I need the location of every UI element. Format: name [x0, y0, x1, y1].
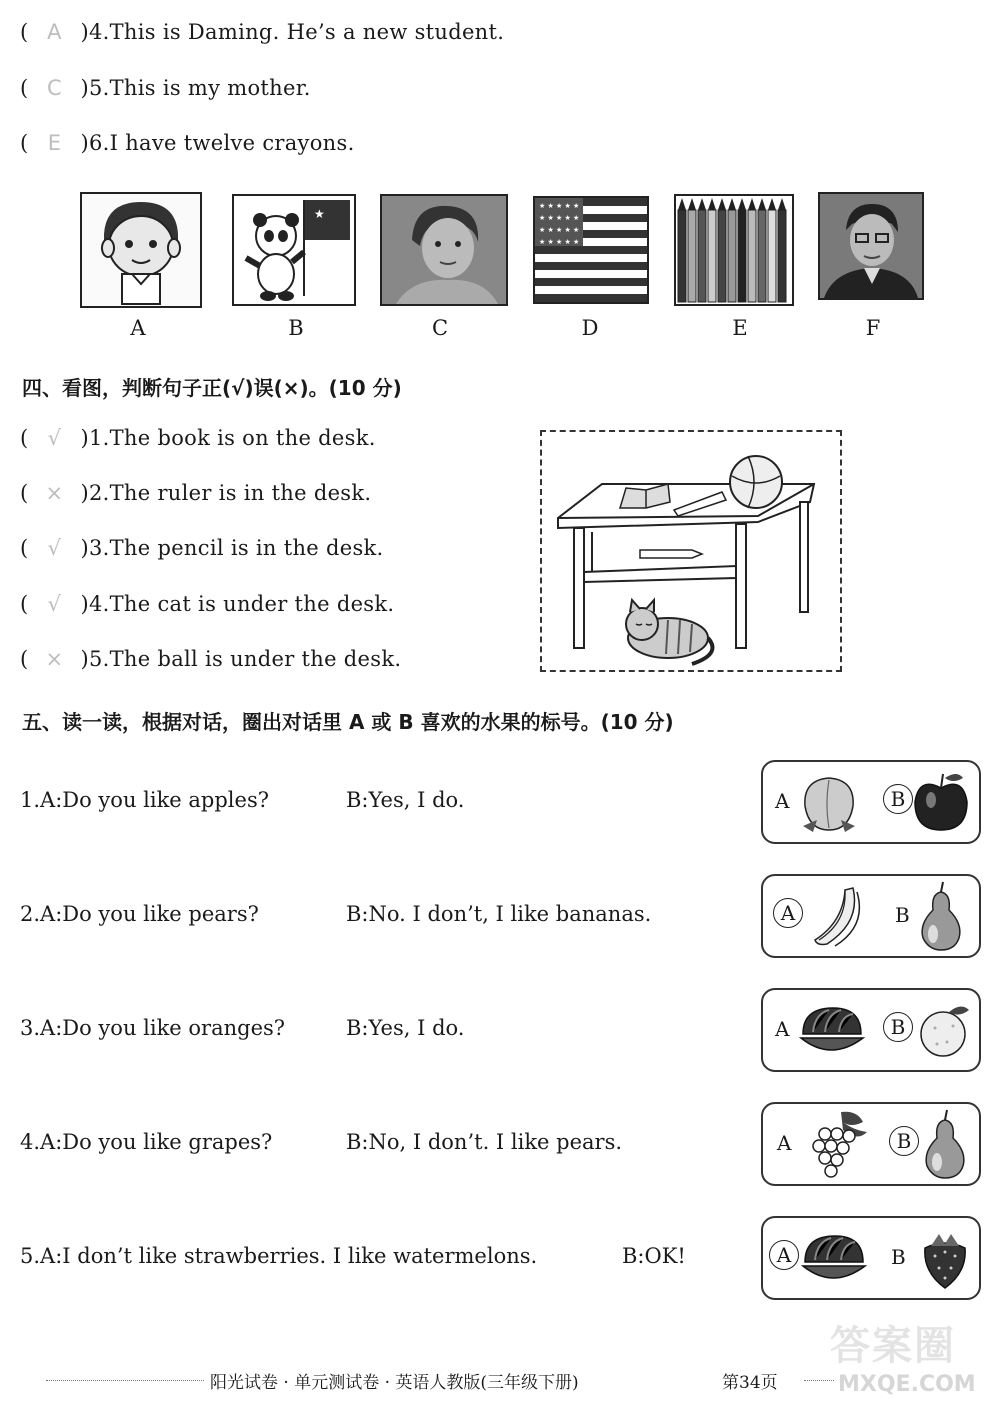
watermark-logo: 答案圈 — [830, 1323, 956, 1369]
orange-icon — [915, 998, 973, 1062]
matching-text: )6.I have twelve crayons. — [80, 131, 355, 155]
footer-page-number: 第34页 — [722, 1373, 778, 1393]
judge-item-5: ( × )5.The ball is under the desk. — [20, 647, 402, 671]
picture-label-a: A — [130, 316, 146, 340]
option-b[interactable]: B — [895, 903, 910, 927]
answer-mark: √ — [47, 592, 62, 616]
watermelon-icon — [799, 1004, 865, 1058]
answer-mark: C — [47, 76, 62, 100]
picture-boy — [80, 192, 202, 308]
judge-text: )1.The book is on the desk. — [80, 426, 376, 450]
option-a[interactable]: A — [775, 1017, 790, 1041]
fruit-choice-box-4 — [761, 1102, 981, 1186]
dialog-4-question: 4.A:Do you like grapes? — [20, 1130, 273, 1154]
option-a[interactable]: A — [775, 789, 790, 813]
banana-icon — [805, 882, 865, 950]
matching-text: )4.This is Daming. He’s a new student. — [80, 20, 505, 44]
svg-text:★ ★ ★ ★ ★: ★ ★ ★ ★ ★ — [539, 238, 580, 246]
picture-crayons — [674, 194, 794, 306]
judge-text: )3.The pencil is in the desk. — [80, 536, 384, 560]
picture-panda-flag — [232, 194, 356, 306]
svg-text:★ ★ ★ ★ ★: ★ ★ ★ ★ ★ — [539, 226, 580, 234]
strawberry-icon — [917, 1228, 973, 1290]
judge-text: )4.The cat is under the desk. — [80, 592, 395, 616]
answer-mark: E — [47, 131, 62, 155]
picture-father — [818, 192, 924, 300]
picture-label-d: D — [581, 316, 599, 340]
judge-text: )2.The ruler is in the desk. — [80, 481, 372, 505]
judge-text: )5.The ball is under the desk. — [80, 647, 402, 671]
judge-item-2: ( × )2.The ruler is in the desk. — [20, 481, 372, 505]
svg-text:★ ★ ★ ★ ★: ★ ★ ★ ★ ★ — [539, 214, 580, 222]
option-b[interactable]: B — [891, 1245, 906, 1269]
peach-icon — [797, 768, 861, 836]
dialog-1-answer: B:Yes, I do. — [346, 788, 465, 812]
watermelon-icon — [801, 1232, 867, 1286]
option-b[interactable]: B — [883, 784, 913, 814]
option-b[interactable]: B — [889, 1126, 919, 1156]
judge-item-4: ( √ )4.The cat is under the desk. — [20, 592, 395, 616]
matching-item-4: ( A )4.This is Daming. He’s a new student. — [20, 20, 505, 44]
matching-item-5: ( C )5.This is my mother. — [20, 76, 311, 100]
picture-label-e: E — [732, 316, 748, 340]
option-a[interactable]: A — [769, 1240, 799, 1270]
judge-item-1: ( √ )1.The book is on the desk. — [20, 426, 376, 450]
judge-item-3: ( √ )3.The pencil is in the desk. — [20, 536, 384, 560]
answer-mark: A — [47, 20, 62, 44]
pear-icon — [913, 880, 969, 952]
answer-mark: × — [45, 481, 64, 505]
fruit-choice-box-3 — [761, 988, 981, 1072]
pear-icon — [917, 1108, 973, 1180]
dialog-4-answer: B:No, I don’t. I like pears. — [346, 1130, 623, 1154]
picture-label-c: C — [431, 316, 449, 340]
dialog-2-question: 2.A:Do you like pears? — [20, 902, 259, 926]
dialog-5-answer: B:OK! — [622, 1244, 686, 1268]
option-a[interactable]: A — [777, 1131, 792, 1155]
answer-mark: √ — [47, 536, 62, 560]
section-4-heading: 四、看图，判断句子正(√)误(×)。(10 分) — [22, 376, 402, 400]
picture-label-f: F — [865, 316, 881, 340]
svg-text:★: ★ — [314, 207, 325, 221]
fruit-choice-box-2 — [761, 874, 981, 958]
picture-mother — [380, 194, 508, 306]
picture-label-b: B — [288, 316, 304, 340]
dialog-1-question: 1.A:Do you like apples? — [20, 788, 269, 812]
svg-text:★ ★ ★ ★ ★: ★ ★ ★ ★ ★ — [539, 202, 580, 210]
grapes-icon — [801, 1108, 871, 1180]
dialog-5-question: 5.A:I don’t like strawberries. I like watermelons. — [20, 1244, 538, 1268]
footer-title: 阳光试卷 · 单元测试卷 · 英语人教版(三年级下册) — [210, 1373, 579, 1393]
matching-text: )5.This is my mother. — [80, 76, 311, 100]
section-5-heading: 五、读一读，根据对话，圈出对话里 A 或 B 喜欢的水果的标号。(10 分) — [22, 710, 674, 734]
footer-divider-right — [804, 1380, 834, 1381]
answer-mark: × — [45, 647, 64, 671]
apple-icon — [909, 768, 973, 836]
fruit-choice-box-1 — [761, 760, 981, 844]
dialog-3-question: 3.A:Do you like oranges? — [20, 1016, 286, 1040]
dialog-2-answer: B:No. I don’t, I like bananas. — [346, 902, 652, 926]
matching-item-6: ( E )6.I have twelve crayons. — [20, 131, 355, 155]
desk-scene-picture — [540, 430, 842, 672]
picture-us-flag — [533, 196, 649, 304]
option-b[interactable]: B — [883, 1012, 913, 1042]
watermark-url: MXQE.COM — [838, 1372, 976, 1397]
dialog-3-answer: B:Yes, I do. — [346, 1016, 465, 1040]
fruit-choice-box-5 — [761, 1216, 981, 1300]
footer-divider-left — [46, 1380, 204, 1381]
answer-mark: √ — [47, 426, 62, 450]
option-a[interactable]: A — [773, 898, 803, 928]
